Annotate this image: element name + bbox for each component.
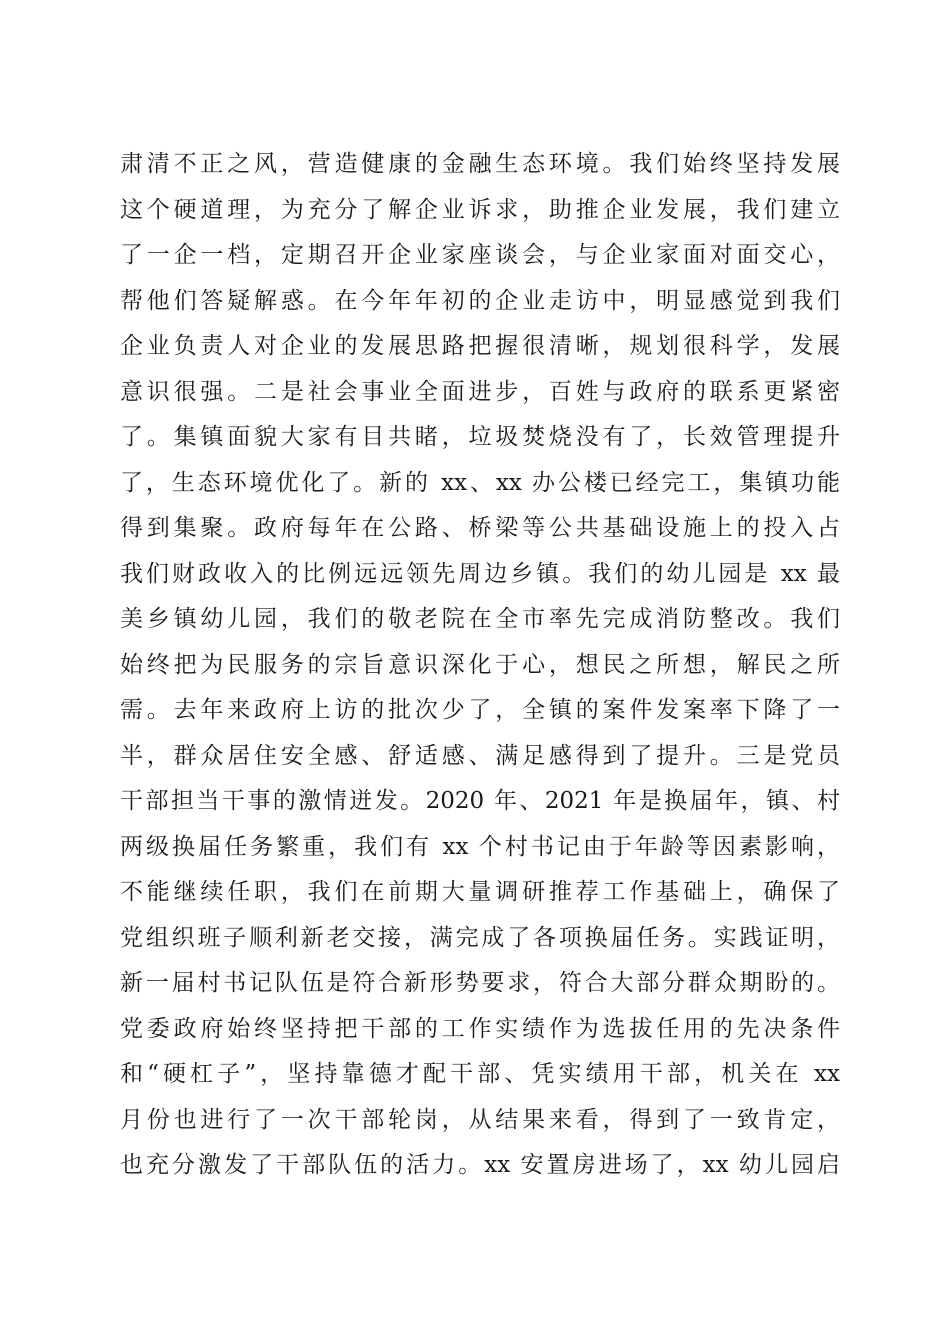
text-line: 我们财政收入的比例远远领先周边乡镇。我们的幼儿园是 xx 最 <box>120 560 840 587</box>
text-line: 意识很强。二是社会事业全面进步，百姓与政府的联系更紧密 <box>120 378 840 405</box>
text-line: 和“硬杠子”，坚持靠德才配干部、凭实绩用干部，机关在 xx <box>120 1061 840 1087</box>
text-line: 得到集聚。政府每年在公路、桥梁等公共基础设施上的投入占 <box>120 515 840 541</box>
text-line: 新一届村书记队伍是符合新形势要求，符合大部分群众期盼的。 <box>120 970 840 996</box>
text-line: 月份也进行了一次干部轮岗，从结果来看，得到了一致肯定， <box>120 1106 840 1133</box>
text-line: 了，生态环境优化了。新的 xx、xx 办公楼已经完工，集镇功能 <box>120 469 840 496</box>
text-line: 了一企一档，定期召开企业家座谈会，与企业家面对面交心， <box>120 242 840 268</box>
text-line: 两级换届任务繁重，我们有 xx 个村书记由于年龄等因素影响， <box>120 833 840 860</box>
body-paragraph <box>120 142 840 1189</box>
text-line: 了。集镇面貌大家有目共睹，垃圾焚烧没有了，长效管理提升 <box>120 424 840 450</box>
text-line: 始终把为民服务的宗旨意识深化于心，想民之所想，解民之所 <box>120 651 840 678</box>
text-line: 半，群众居住安全感、舒适感、满足感得到了提升。三是党员 <box>120 742 840 769</box>
text-line: 美乡镇幼儿园，我们的敬老院在全市率先完成消防整改。我们 <box>120 606 840 632</box>
text-line: 企业负责人对企业的发展思路把握很清晰，规划很科学，发展 <box>120 333 840 359</box>
text-line: 不能继续任职，我们在前期大量调研推荐工作基础上，确保了 <box>120 879 840 905</box>
text-line: 这个硬道理，为充分了解企业诉求，助推企业发展，我们建立 <box>120 196 840 223</box>
text-line: 党委政府始终坚持把干部的工作实绩作为选拔任用的先决条件 <box>120 1015 840 1042</box>
text-line: 帮他们答疑解惑。在今年年初的企业走访中，明显感觉到我们 <box>120 287 840 314</box>
text-line: 也充分激发了干部队伍的活力。xx 安置房进场了，xx 幼儿园启 <box>120 1152 840 1178</box>
text-line: 党组织班子顺利新老交接，满完成了各项换届任务。实践证明， <box>120 924 840 951</box>
text-line: 需。去年来政府上访的批次少了，全镇的案件发案率下降了一 <box>120 697 840 723</box>
text-line: 肃清不正之风，营造健康的金融生态环境。我们始终坚持发展 <box>120 151 840 177</box>
text-line: 干部担当干事的激情迸发。2020 年、2021 年是换届年，镇、村 <box>120 788 840 814</box>
